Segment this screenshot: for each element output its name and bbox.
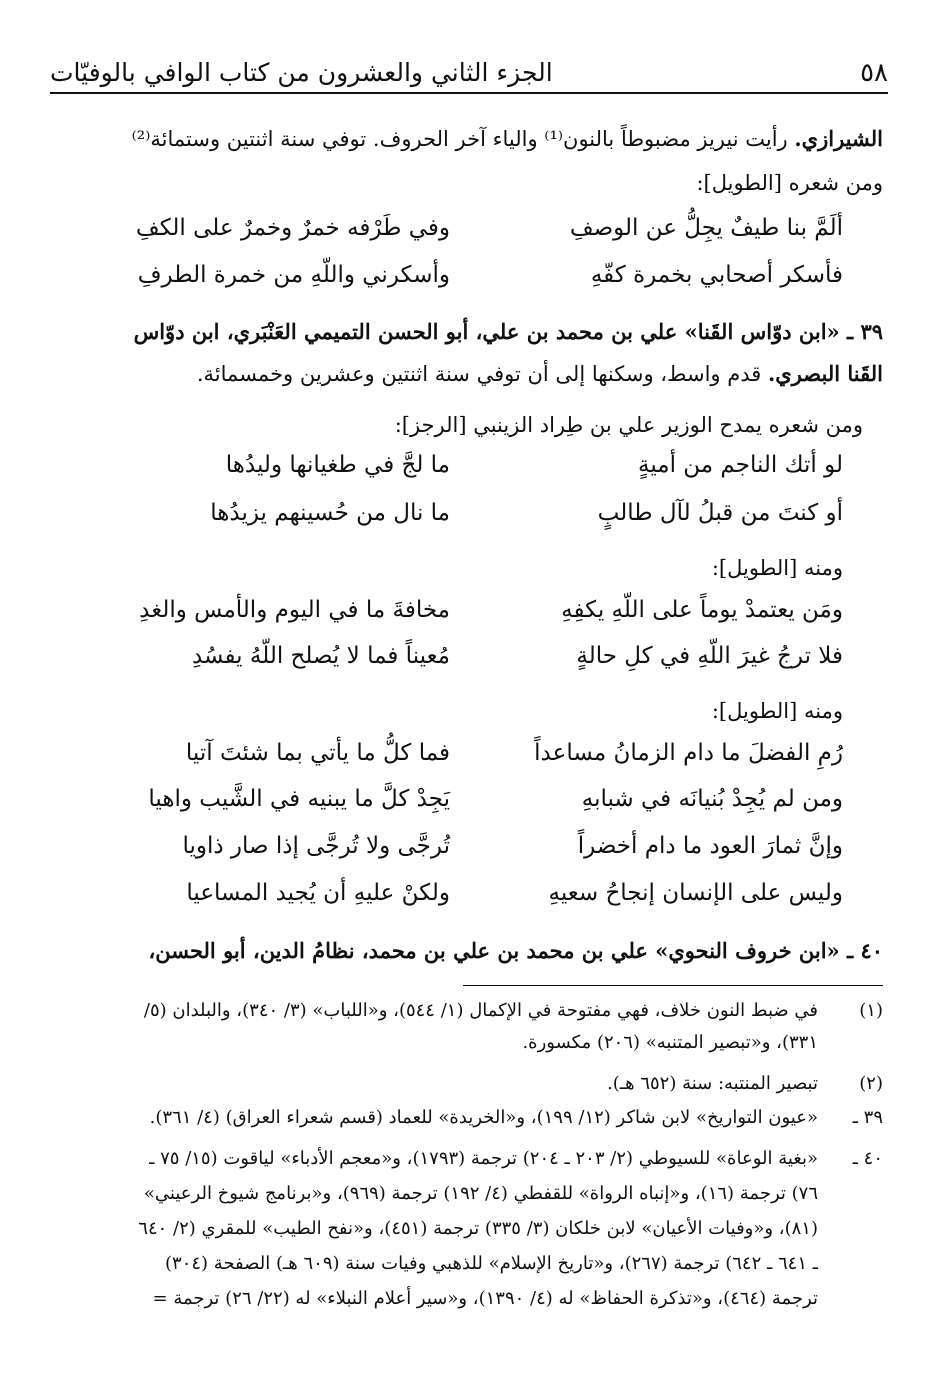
footnote-mark: (١): [859, 1000, 883, 1021]
text-line: ومن شعره يمدح الوزير علي بن طِراد الزينبي [الرجز]:: [394, 413, 863, 437]
footnote: [50, 1073, 883, 1103]
verse-line: [95, 215, 843, 255]
verse-hemistich: وأسكرني واللّهِ من خمرة الطرفِ: [137, 262, 450, 288]
verse-hemistich: مُعيناً فما لا يُصلح اللّهُ يفسُدِ: [191, 643, 450, 669]
text-line: ومنه [الطويل]:: [711, 556, 843, 580]
verse-line: [95, 786, 843, 826]
footnote-line: تبصير المنتبه: سنة (٦٥٢ هـ).: [607, 1073, 818, 1094]
footnote-line: ترجمة (٤٦٤)، و«تذكرة الحفاظ» له (٤/ ١٣٩٠)، و«سير أعلام النبلاء» له (٢٢/ ٢٦) ترجمة =: [152, 1288, 818, 1309]
verse-line: [95, 643, 843, 683]
footnote-mark: ٣٩ ـ: [852, 1107, 883, 1128]
verse-hemistich: يَجِدْ كلَّ ما يبنيه في الشَّيب واهيا: [148, 786, 450, 812]
footnote-line: في ضبط النون خلاف، فهي مفتوحة في الإكمال (١/ ٥٤٤)، و«اللباب» (٣/ ٣٤٠)، والبلدان (٥/: [143, 1000, 818, 1021]
verse-hemistich: لو أتك الناجم من أميةٍ: [638, 452, 843, 478]
running-title: الجزء الثاني والعشرون من كتاب الوافي بالوفيّات: [50, 58, 553, 87]
text-span: رأيت نيريز مضبوطاً بالنون⁽¹⁾ والياء آخر الحروف. توفي سنة اثنتين وستمائة⁽²⁾: [131, 127, 795, 151]
verse-hemistich: ما نال من حُسينهم يزيدُها: [210, 500, 450, 526]
footnote-line: ٣٣١)، و«تبصير المتنبه» (٢٠٦) مكسورة.: [522, 1032, 818, 1053]
verse-hemistich: ما لجَّ في طغيانها وليدُها: [225, 452, 450, 478]
footnote-rule: [463, 985, 883, 986]
verse-hemistich: ولكنْ عليهِ أن يُجيد المساعيا: [186, 880, 450, 906]
verse-hemistich: ومن لم يُجِدْ بُنيانَه في شبابهِ: [581, 786, 843, 812]
footnote: [50, 1148, 883, 1328]
name-bold: الشيرازي.: [794, 126, 883, 151]
verse-line: [95, 880, 843, 920]
verse-line: [95, 597, 843, 637]
footnote: [50, 1000, 883, 1060]
verse-line: [95, 740, 843, 780]
verse-hemistich: وفي طَرْفه خمرٌ وخمرٌ على الكفِ: [135, 215, 450, 241]
text-line: [50, 122, 883, 156]
verse-line: [95, 262, 843, 302]
footnote-mark: ٤٠ ـ: [852, 1148, 883, 1169]
entry-heading: ٤٠ ـ «ابن خروف النحوي» علي بن محمد بن علي بن محمد، نظامُ الدين، أبو الحسن،: [148, 938, 883, 963]
verse-hemistich: مخافةَ ما في اليوم والأمس والغدِ: [139, 597, 450, 623]
footnote: [50, 1107, 883, 1137]
verse-line: [95, 452, 843, 492]
page-number: ٥٨: [860, 58, 888, 88]
verse-hemistich: تُرجَّى ولا تُرجَّى إذا صار ذاويا: [182, 833, 450, 859]
verse-line: [95, 500, 843, 540]
verse-hemistich: فأسكر أصحابي بخمرة كفّهِ: [590, 262, 843, 288]
verse-hemistich: فلا ترجُ غيرَ اللّهِ في كلِ حالةٍ: [576, 643, 843, 669]
verse-line: [95, 833, 843, 873]
verse-hemistich: وإنَّ ثمارَ العود ما دام أخضراً: [577, 833, 843, 859]
page-header: [50, 52, 888, 92]
footnote-line: ٧٦) ترجمة (١٦)، و«إنباه الرواة» للقفطي (٤/ ١٩٢) ترجمة (٩٦٩)، و«برنامج شيوخ الرعيني»: [143, 1183, 818, 1204]
verse-hemistich: ألَمَّ بنا طيفٌ يجِلُّ عن الوصفِ: [569, 215, 843, 241]
name-bold: القَنا البصري.: [767, 361, 883, 386]
footnote-mark: (٢): [859, 1073, 883, 1094]
verse-hemistich: وليس على الإنسان إنجاحُ سعيهِ: [548, 880, 843, 906]
footnote-line: «بغية الوعاة» للسيوطي (٢/ ٢٠٣ ـ ٢٠٤) ترجمة (١٧٩٣)، و«معجم الأدباء» لياقوت (١٥/ ٧٥ ـ: [149, 1148, 818, 1169]
text-line: ومنه [الطويل]:: [711, 699, 843, 723]
text-line: [50, 357, 883, 391]
verse-hemistich: فما كلُّ ما يأتي بما شئتَ آتيا: [185, 740, 450, 766]
verse-hemistich: رُمِ الفضلَ ما دام الزمانُ مساعداً: [534, 740, 843, 766]
header-rule: [50, 92, 888, 94]
text-line: ومن شعره [الطويل]:: [696, 171, 883, 195]
footnote-line: (٨١)، و«وفيات الأعيان» لابن خلكان (٣/ ٣٣٥) ترجمة (٤٥١)، و«نفح الطيب» للمقري (٢/ ٦٤٠: [138, 1218, 818, 1239]
footnote-line: «عيون التواريخ» لابن شاكر (١٢/ ١٩٩)، و«الخريدة» للعماد (قسم شعراء العراق) (٤/ ٣٦١).: [149, 1107, 818, 1128]
verse-hemistich: ومَن يعتمدْ يوماً على اللّهِ يكفِهِ: [561, 597, 843, 623]
verse-hemistich: أو كنتَ من قبلُ لآل طالبٍ: [597, 500, 843, 526]
text-span: قدم واسط، وسكنها إلى أن توفي سنة اثنتين وعشرين وخمسمائة.: [196, 362, 768, 386]
footnote-line: ـ ٦٤١ ـ ٦٤٢) ترجمة (٢٦٧)، و«تاريخ الإسلام» للذهبي وفيات سنة (٦٠٩ هـ) الصفحة (٣٠٤): [165, 1253, 818, 1274]
entry-heading: ٣٩ ـ «ابن دوّاس القَنا» علي بن محمد بن علي، أبو الحسن التميمي العَنْبَري، ابن دوّاس: [133, 319, 883, 344]
